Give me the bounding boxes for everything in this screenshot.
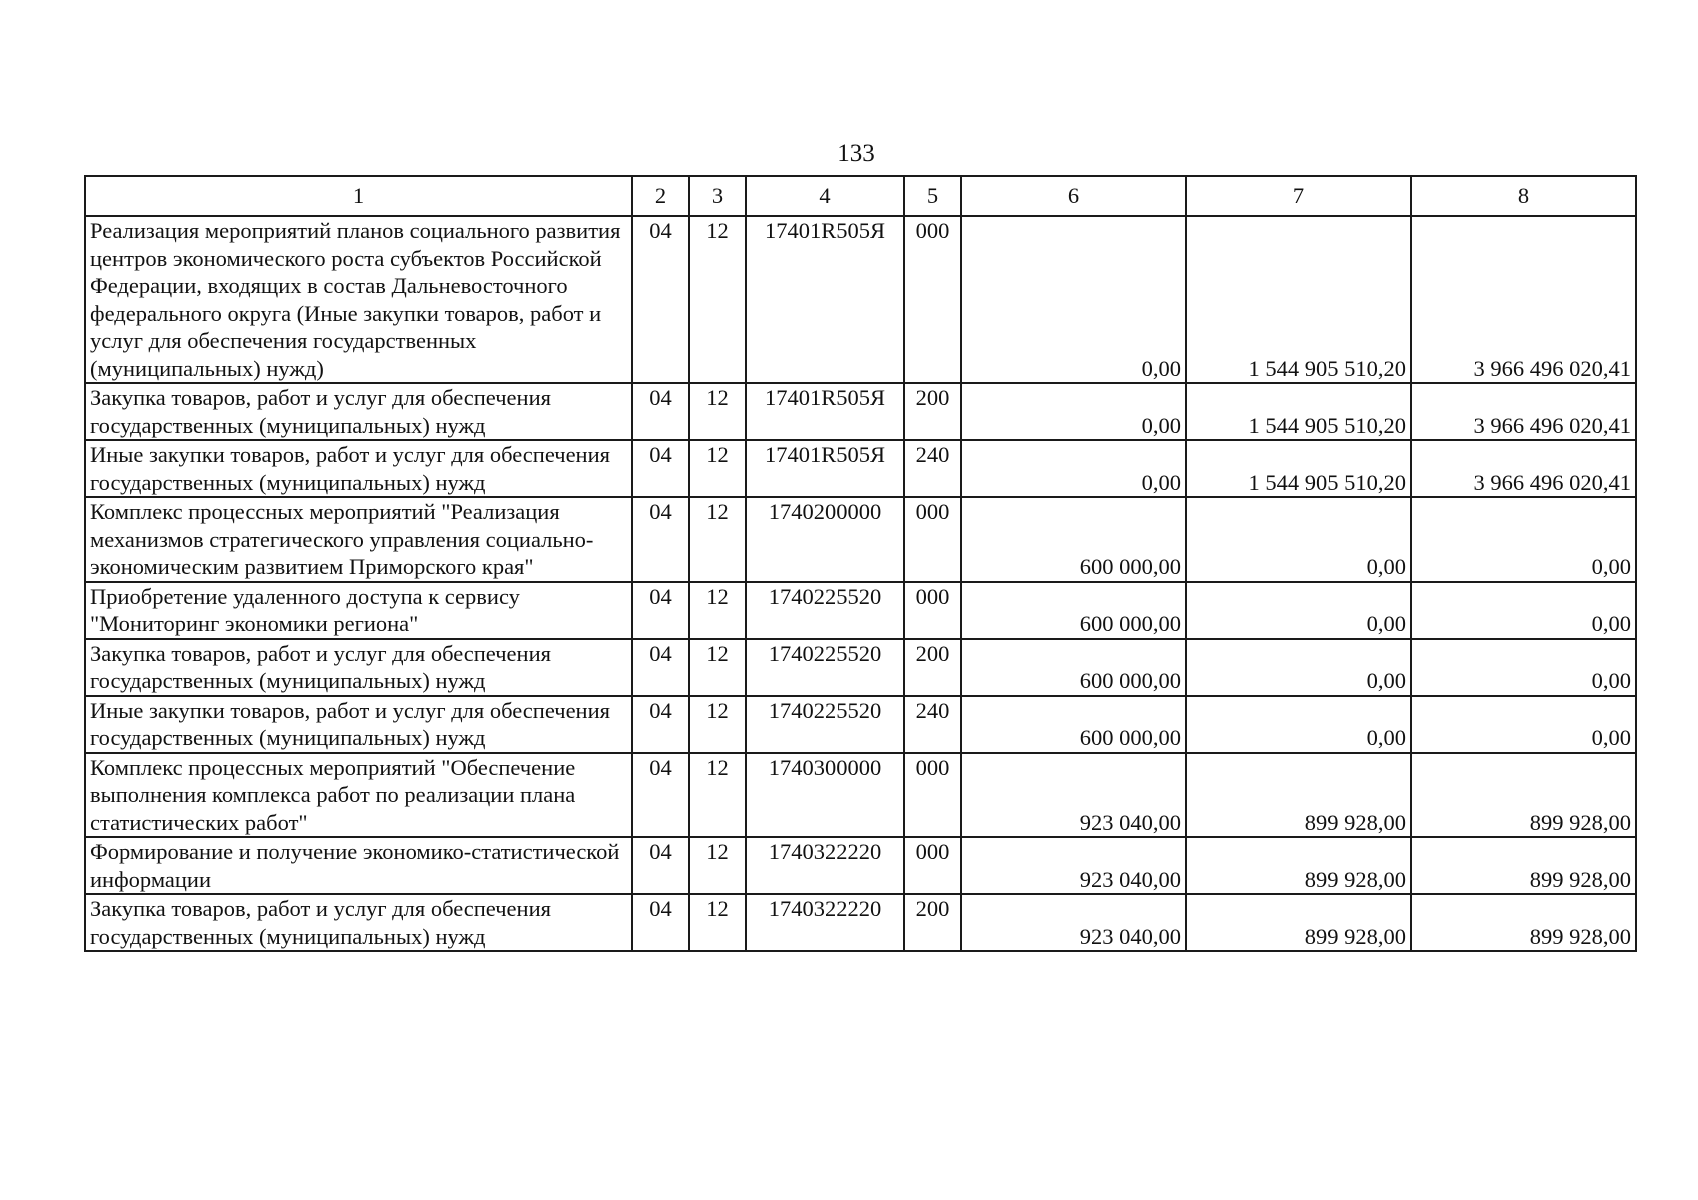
table-row xyxy=(85,639,1636,696)
table-row xyxy=(85,894,1636,951)
subsection-code: 12 xyxy=(689,216,746,383)
section-code: 04 xyxy=(632,582,689,639)
table-row xyxy=(85,383,1636,440)
amount-col6: 923 040,00 xyxy=(961,837,1186,894)
table-row xyxy=(85,837,1636,894)
section-code: 04 xyxy=(632,837,689,894)
target-article-code: 1740322220 xyxy=(746,837,904,894)
section-code: 04 xyxy=(632,440,689,497)
amount-col8: 899 928,00 xyxy=(1411,894,1636,951)
row-name: Приобретение удаленного доступа к сервису "Мониторинг экономики региона" xyxy=(85,582,632,639)
section-code: 04 xyxy=(632,753,689,838)
column-header: 6 xyxy=(961,176,1186,216)
amount-col7: 899 928,00 xyxy=(1186,894,1411,951)
row-name: Закупка товаров, работ и услуг для обеспечения государственных (муниципальных) нужд xyxy=(85,894,632,951)
amount-col8: 3 966 496 020,41 xyxy=(1411,383,1636,440)
target-article-code: 1740225520 xyxy=(746,639,904,696)
amount-col6: 923 040,00 xyxy=(961,753,1186,838)
amount-col6: 600 000,00 xyxy=(961,582,1186,639)
amount-col6: 600 000,00 xyxy=(961,497,1186,582)
table-row xyxy=(85,696,1636,753)
section-code: 04 xyxy=(632,383,689,440)
subsection-code: 12 xyxy=(689,894,746,951)
table-row xyxy=(85,497,1636,582)
amount-col7: 899 928,00 xyxy=(1186,837,1411,894)
amount-col6: 0,00 xyxy=(961,383,1186,440)
column-header: 7 xyxy=(1186,176,1411,216)
amount-col7: 0,00 xyxy=(1186,497,1411,582)
amount-col7: 1 544 905 510,20 xyxy=(1186,216,1411,383)
subsection-code: 12 xyxy=(689,639,746,696)
section-code: 04 xyxy=(632,696,689,753)
row-name: Закупка товаров, работ и услуг для обеспечения государственных (муниципальных) нужд xyxy=(85,383,632,440)
expense-type-code: 000 xyxy=(904,837,961,894)
expense-type-code: 240 xyxy=(904,696,961,753)
target-article-code: 17401R505Я xyxy=(746,383,904,440)
subsection-code: 12 xyxy=(689,440,746,497)
expense-type-code: 200 xyxy=(904,894,961,951)
amount-col8: 3 966 496 020,41 xyxy=(1411,440,1636,497)
target-article-code: 17401R505Я xyxy=(746,216,904,383)
target-article-code: 17401R505Я xyxy=(746,440,904,497)
subsection-code: 12 xyxy=(689,696,746,753)
amount-col6: 600 000,00 xyxy=(961,696,1186,753)
amount-col8: 0,00 xyxy=(1411,696,1636,753)
budget-table xyxy=(84,175,1637,952)
amount-col8: 0,00 xyxy=(1411,639,1636,696)
page-number: 133 xyxy=(837,140,875,167)
expense-type-code: 000 xyxy=(904,582,961,639)
table-header-row xyxy=(85,176,1636,216)
row-name: Комплекс процессных мероприятий "Реализация механизмов стратегического управления социально-экономическим развитием Приморского края" xyxy=(85,497,632,582)
column-header: 3 xyxy=(689,176,746,216)
target-article-code: 1740225520 xyxy=(746,582,904,639)
table-row xyxy=(85,440,1636,497)
row-name: Комплекс процессных мероприятий "Обеспечение выполнения комплекса работ по реализации плана статистических работ" xyxy=(85,753,632,838)
row-name: Иные закупки товаров, работ и услуг для обеспечения государственных (муниципальных) нужд xyxy=(85,440,632,497)
column-header: 5 xyxy=(904,176,961,216)
column-header: 8 xyxy=(1411,176,1636,216)
amount-col7: 0,00 xyxy=(1186,696,1411,753)
subsection-code: 12 xyxy=(689,582,746,639)
target-article-code: 1740322220 xyxy=(746,894,904,951)
section-code: 04 xyxy=(632,639,689,696)
amount-col8: 0,00 xyxy=(1411,582,1636,639)
subsection-code: 12 xyxy=(689,497,746,582)
amount-col7: 0,00 xyxy=(1186,639,1411,696)
amount-col8: 899 928,00 xyxy=(1411,753,1636,838)
subsection-code: 12 xyxy=(689,837,746,894)
amount-col6: 923 040,00 xyxy=(961,894,1186,951)
row-name: Закупка товаров, работ и услуг для обеспечения государственных (муниципальных) нужд xyxy=(85,639,632,696)
target-article-code: 1740225520 xyxy=(746,696,904,753)
amount-col8: 899 928,00 xyxy=(1411,837,1636,894)
section-code: 04 xyxy=(632,497,689,582)
amount-col8: 0,00 xyxy=(1411,497,1636,582)
subsection-code: 12 xyxy=(689,383,746,440)
target-article-code: 1740300000 xyxy=(746,753,904,838)
amount-col7: 1 544 905 510,20 xyxy=(1186,383,1411,440)
table-row xyxy=(85,582,1636,639)
amount-col6: 0,00 xyxy=(961,216,1186,383)
subsection-code: 12 xyxy=(689,753,746,838)
expense-type-code: 240 xyxy=(904,440,961,497)
row-name: Реализация мероприятий планов социального развития центров экономического роста субъектов Российской Федерации, входящих в состав Дальневосточного федерального округа (Иные закупки товаров, работ и услуг для обеспечения государственных (муниципальных) нужд) xyxy=(85,216,632,383)
column-header: 4 xyxy=(746,176,904,216)
expense-type-code: 200 xyxy=(904,383,961,440)
target-article-code: 1740200000 xyxy=(746,497,904,582)
amount-col7: 0,00 xyxy=(1186,582,1411,639)
expense-type-code: 000 xyxy=(904,497,961,582)
expense-type-code: 000 xyxy=(904,753,961,838)
amount-col7: 1 544 905 510,20 xyxy=(1186,440,1411,497)
row-name: Иные закупки товаров, работ и услуг для обеспечения государственных (муниципальных) нужд xyxy=(85,696,632,753)
column-header: 2 xyxy=(632,176,689,216)
amount-col7: 899 928,00 xyxy=(1186,753,1411,838)
table-row xyxy=(85,216,1636,383)
column-header: 1 xyxy=(85,176,632,216)
amount-col6: 0,00 xyxy=(961,440,1186,497)
row-name: Формирование и получение экономико-статистической информации xyxy=(85,837,632,894)
section-code: 04 xyxy=(632,894,689,951)
amount-col8: 3 966 496 020,41 xyxy=(1411,216,1636,383)
expense-type-code: 200 xyxy=(904,639,961,696)
amount-col6: 600 000,00 xyxy=(961,639,1186,696)
section-code: 04 xyxy=(632,216,689,383)
expense-type-code: 000 xyxy=(904,216,961,383)
table-row xyxy=(85,753,1636,838)
